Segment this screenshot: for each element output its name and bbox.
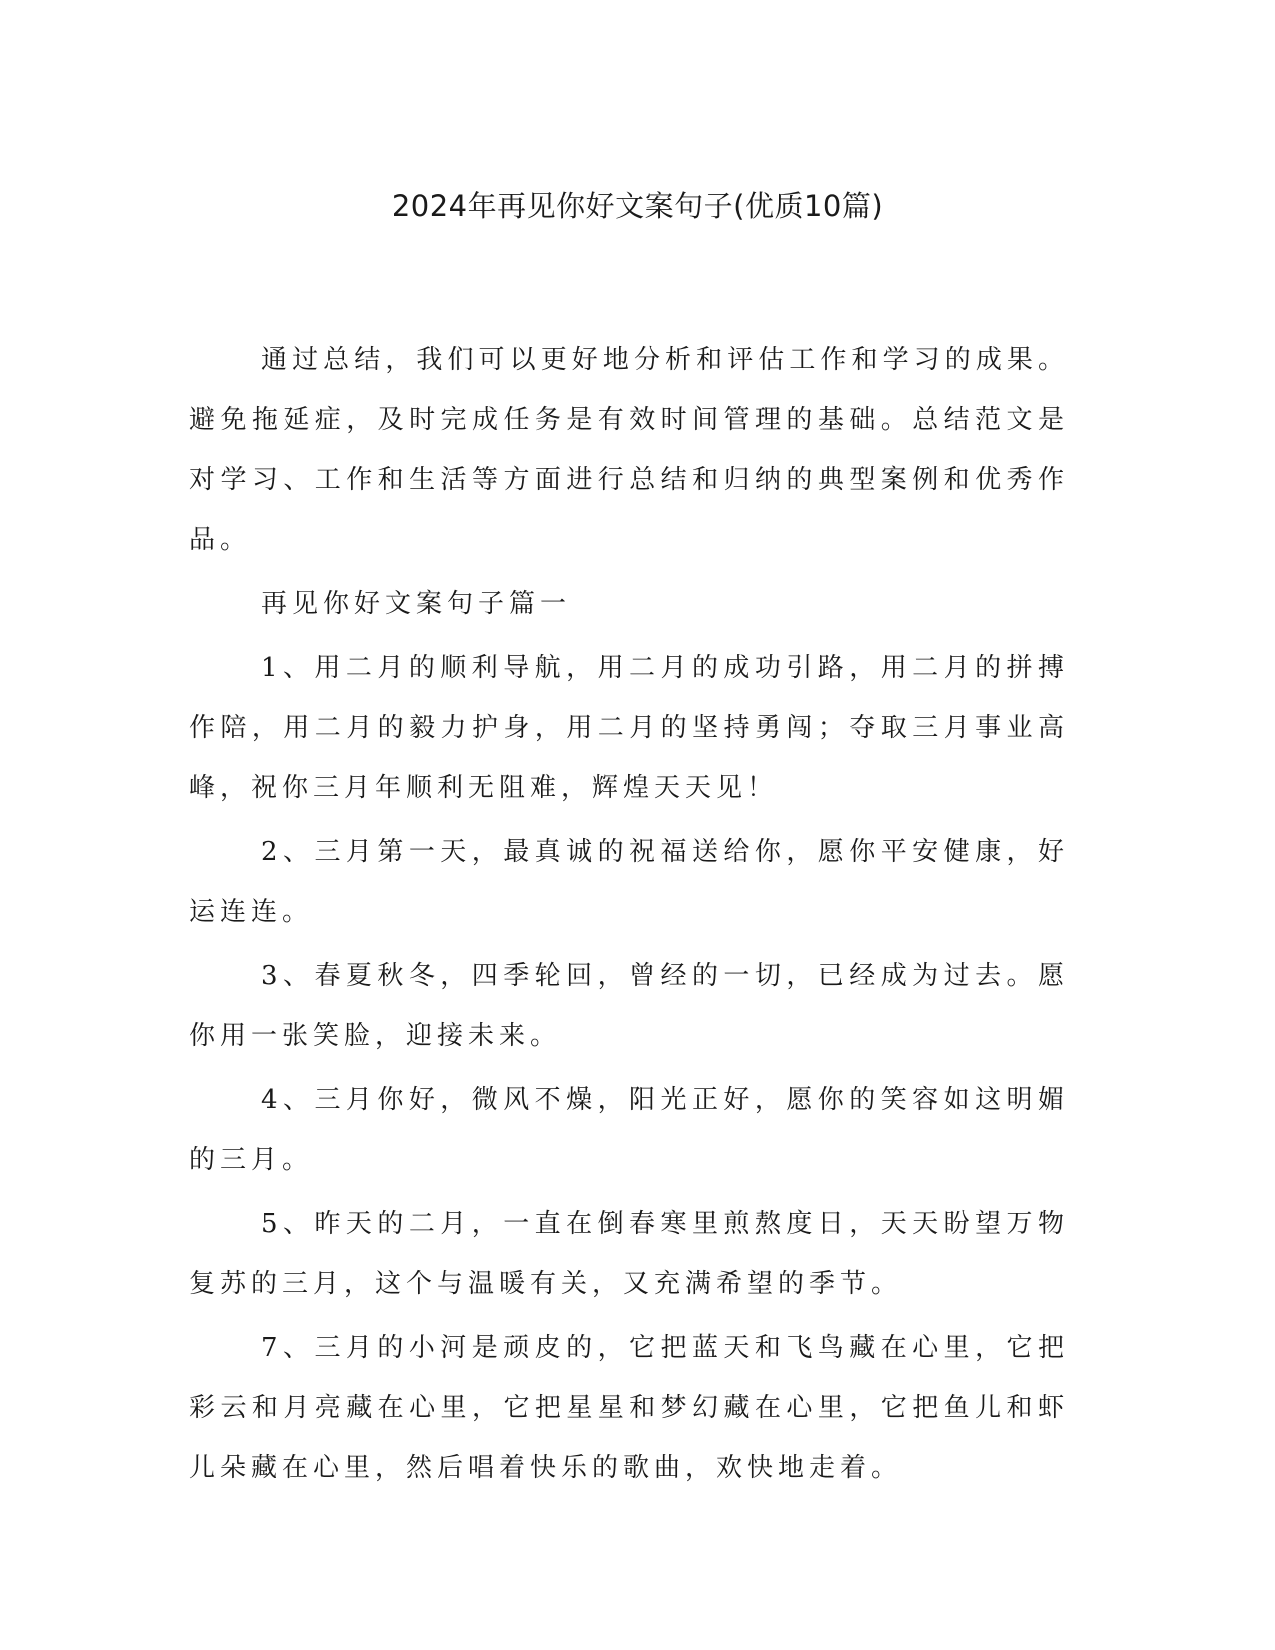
intro-paragraph: 通过总结，我们可以更好地分析和评估工作和学习的成果。避免拖延症，及时完成任务是有效时间管理的基础。总结范文是对学习、工作和生活等方面进行总结和归纳的典型案例和优秀作品。 — [189, 345, 1069, 555]
list-item: 4、三月你好，微风不燥，阳光正好，愿你的笑容如这明媚的三月。 — [189, 1085, 1069, 1175]
list-item: 3、春夏秋冬，四季轮回，曾经的一切，已经成为过去。愿你用一张笑脸，迎接未来。 — [189, 961, 1069, 1051]
section-heading: 再见你好文案句子篇一 — [261, 589, 572, 619]
document-body — [189, 330, 1069, 1502]
list-item: 5、昨天的二月，一直在倒春寒里煎熬度日，天天盼望万物复苏的三月，这个与温暖有关，又充满希望的季节。 — [189, 1209, 1069, 1299]
document-title: 2024年再见你好文案句子(优质10篇) — [391, 189, 884, 223]
list-item: 7、三月的小河是顽皮的，它把蓝天和飞鸟藏在心里，它把彩云和月亮藏在心里，它把星星和梦幻藏在心里，它把鱼儿和虾儿朵藏在心里，然后唱着快乐的歌曲，欢快地走着。 — [189, 1333, 1069, 1483]
list-item: 2、三月第一天，最真诚的祝福送给你，愿你平安健康，好运连连。 — [189, 837, 1069, 927]
list-item: 1、用二月的顺利导航，用二月的成功引路，用二月的拼搏作陪，用二月的毅力护身，用二月的坚持勇闯；夺取三月事业高峰，祝你三月年顺利无阻难，辉煌天天见！ — [189, 653, 1069, 803]
